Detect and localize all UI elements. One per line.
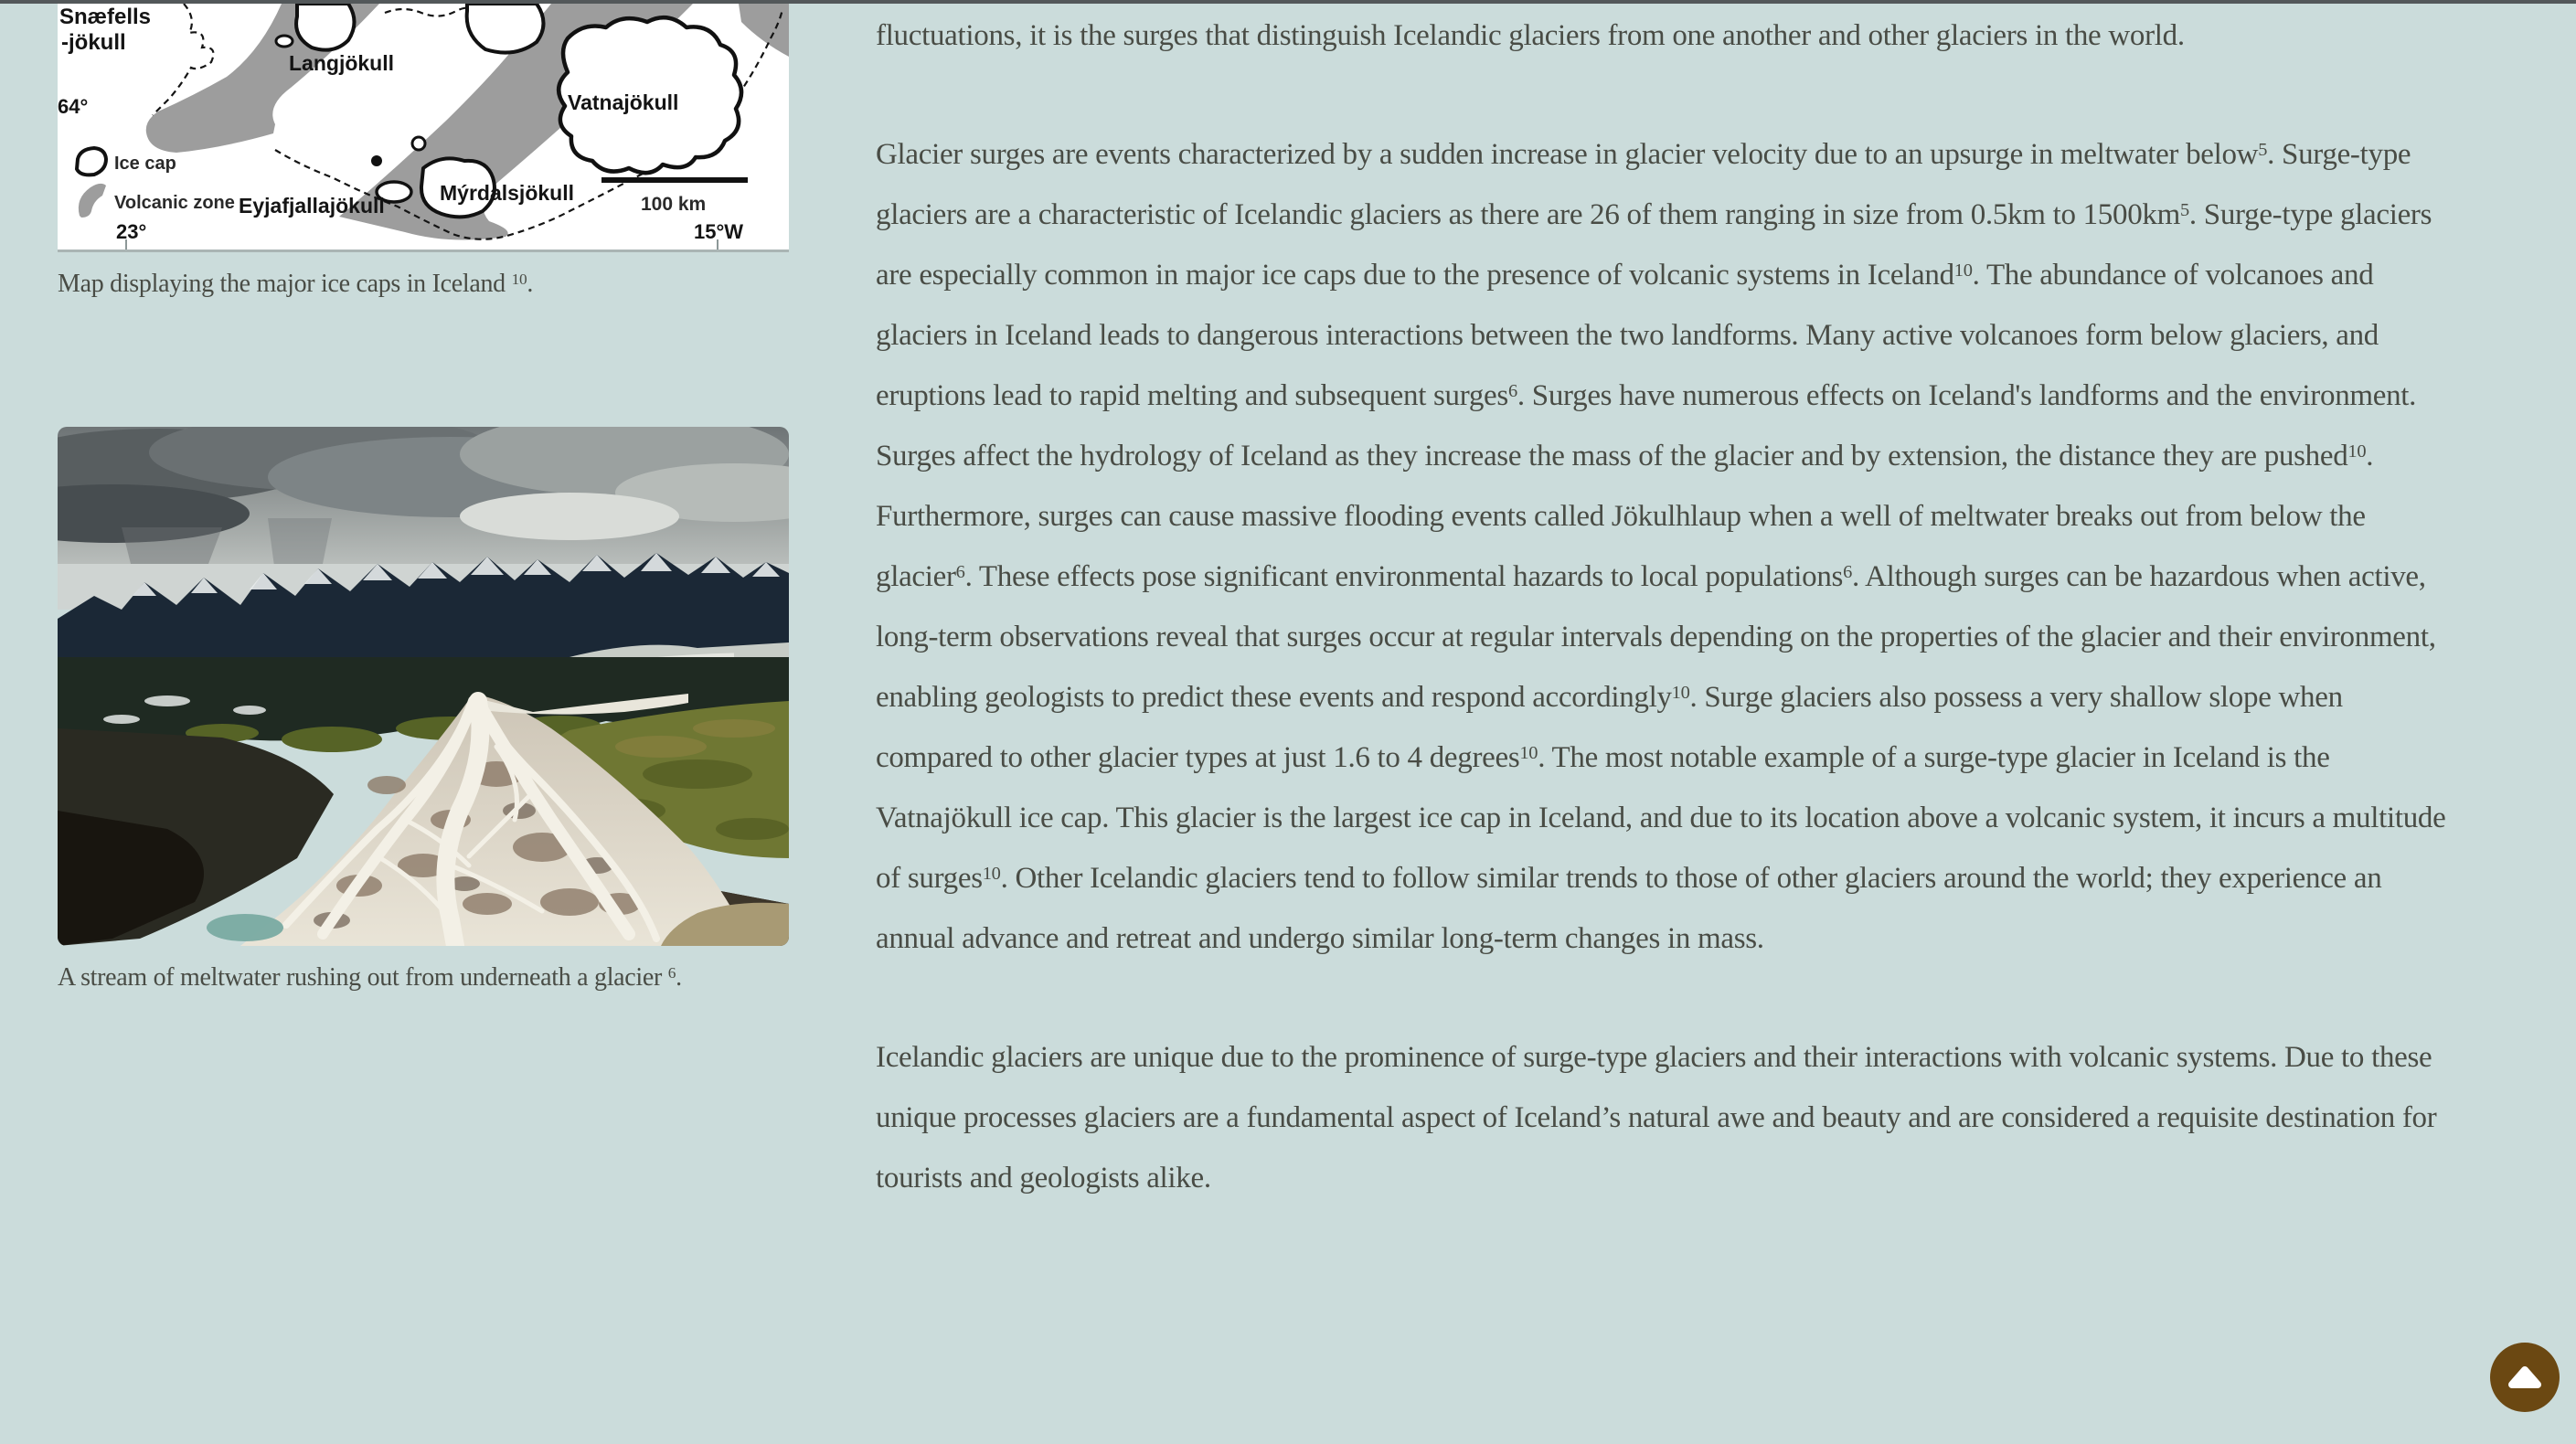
legend-ice-cap-label: Ice cap xyxy=(114,154,176,174)
back-to-top-button[interactable] xyxy=(2490,1343,2560,1412)
map-label-lon-east: 15°W xyxy=(694,220,744,243)
scale-bar xyxy=(601,177,748,183)
map-label-langjokull: Langjökull xyxy=(289,51,394,75)
photo-figure xyxy=(58,427,789,995)
triangle-up-icon xyxy=(2507,1365,2543,1389)
map-bottom-edge xyxy=(58,250,789,252)
article-paragraph: Icelandic glaciers are unique due to the prominence of surge-type glaciers and their interactions with volcanic systems. Due to these unique processes glaciers are a fundamental aspect of Iceland’s natural awe and beauty and are considered a requisite destination for tourists and geologists alike. xyxy=(876,1041,2437,1194)
article-paragraph: fluctuations, it is the surges that distinguish Icelandic glaciers from one another and other glaciers in the world. xyxy=(876,19,2185,52)
page-content xyxy=(0,4,2576,1208)
meltwater-photo xyxy=(58,427,789,946)
photo-caption: A stream of meltwater rushing out from underneath a glacier $^6$. xyxy=(58,963,682,992)
legend-volcanic-zone-label: Volcanic zone xyxy=(114,193,235,213)
map-label-vatnajokull: Vatnajökull xyxy=(568,90,679,114)
article-paragraph: Glacier surges are events characterized by a sudden increase in glacier velocity due to an upsurge in meltwater below$^5$. Surge-type glaciers are a characteristic of Icelandic glaciers as there are 26 of them ranging in size from 0.5km to $1500km^5$. Surge-type glaciers are especially common in major ice caps due to the presence of volcanic systems in Iceland$^{10}$. The abundance of volcanoes and glaciers in Iceland leads to dangerous interactions between the two landforms. Many active volcanoes form below glaciers, and eruptions lead to rapid melting and subsequent surges$^6$. Surges have numerous effects on Iceland's landforms and the environment. Surges affect the hydrology of Iceland as they increase the mass of the glacier and by extension, the distance they are pushed$^{10}$. Furthermore, surges can cause massive flooding events called Jökulhlaup when a well of meltwater breaks out from below the glacier$^6$. These effects pose significant environmental hazards to local populations$^6$. Although surges can be hazardous when active, long-term observations reveal that surges occur at regular intervals depending on the properties of the glacier and their environment, enabling geologists to predict these events and respond accordingly$^{10}$. Surge glaciers also possess a very shallow slope when compared to other glacier types at just 1.6 to 4 degrees$^{10}$. The most notable example of a surge-type glacier in Iceland is the Vatnajökull ice cap. This glacier is the largest ice cap in Iceland, and due to its location above a volcanic system, it incurs a multitude of surges$^{10}$. Other Icelandic glaciers tend to follow similar trends to those of other glaciers around the world; they experience an annual advance and retreat and undergo similar long-term changes in mass. xyxy=(876,138,2446,955)
meltwater-pond xyxy=(207,914,283,941)
map-label-latitude: 64° xyxy=(58,95,89,118)
legend-ice-cap-swatch xyxy=(77,148,106,175)
map-caption: Map displaying the major ice caps in Iceland $^{10}$. xyxy=(58,270,534,298)
map-label-eyjafjallajokull: Eyjafjallajökull xyxy=(239,194,385,218)
article-text-column xyxy=(876,4,2457,1208)
map-label-lon-west: 23° xyxy=(116,220,147,243)
scale-bar-label: 100 km xyxy=(641,194,707,215)
map-label-snaefellsjokull-1: Snæfells xyxy=(59,5,152,29)
map-figure xyxy=(58,4,789,302)
iceland-ice-caps-map xyxy=(58,4,789,252)
map-label-snaefellsjokull-2: -jökull xyxy=(61,30,126,55)
map-label-myrdalsjokull: Mýrdalsjökull xyxy=(440,181,574,205)
figure-column xyxy=(58,4,789,995)
